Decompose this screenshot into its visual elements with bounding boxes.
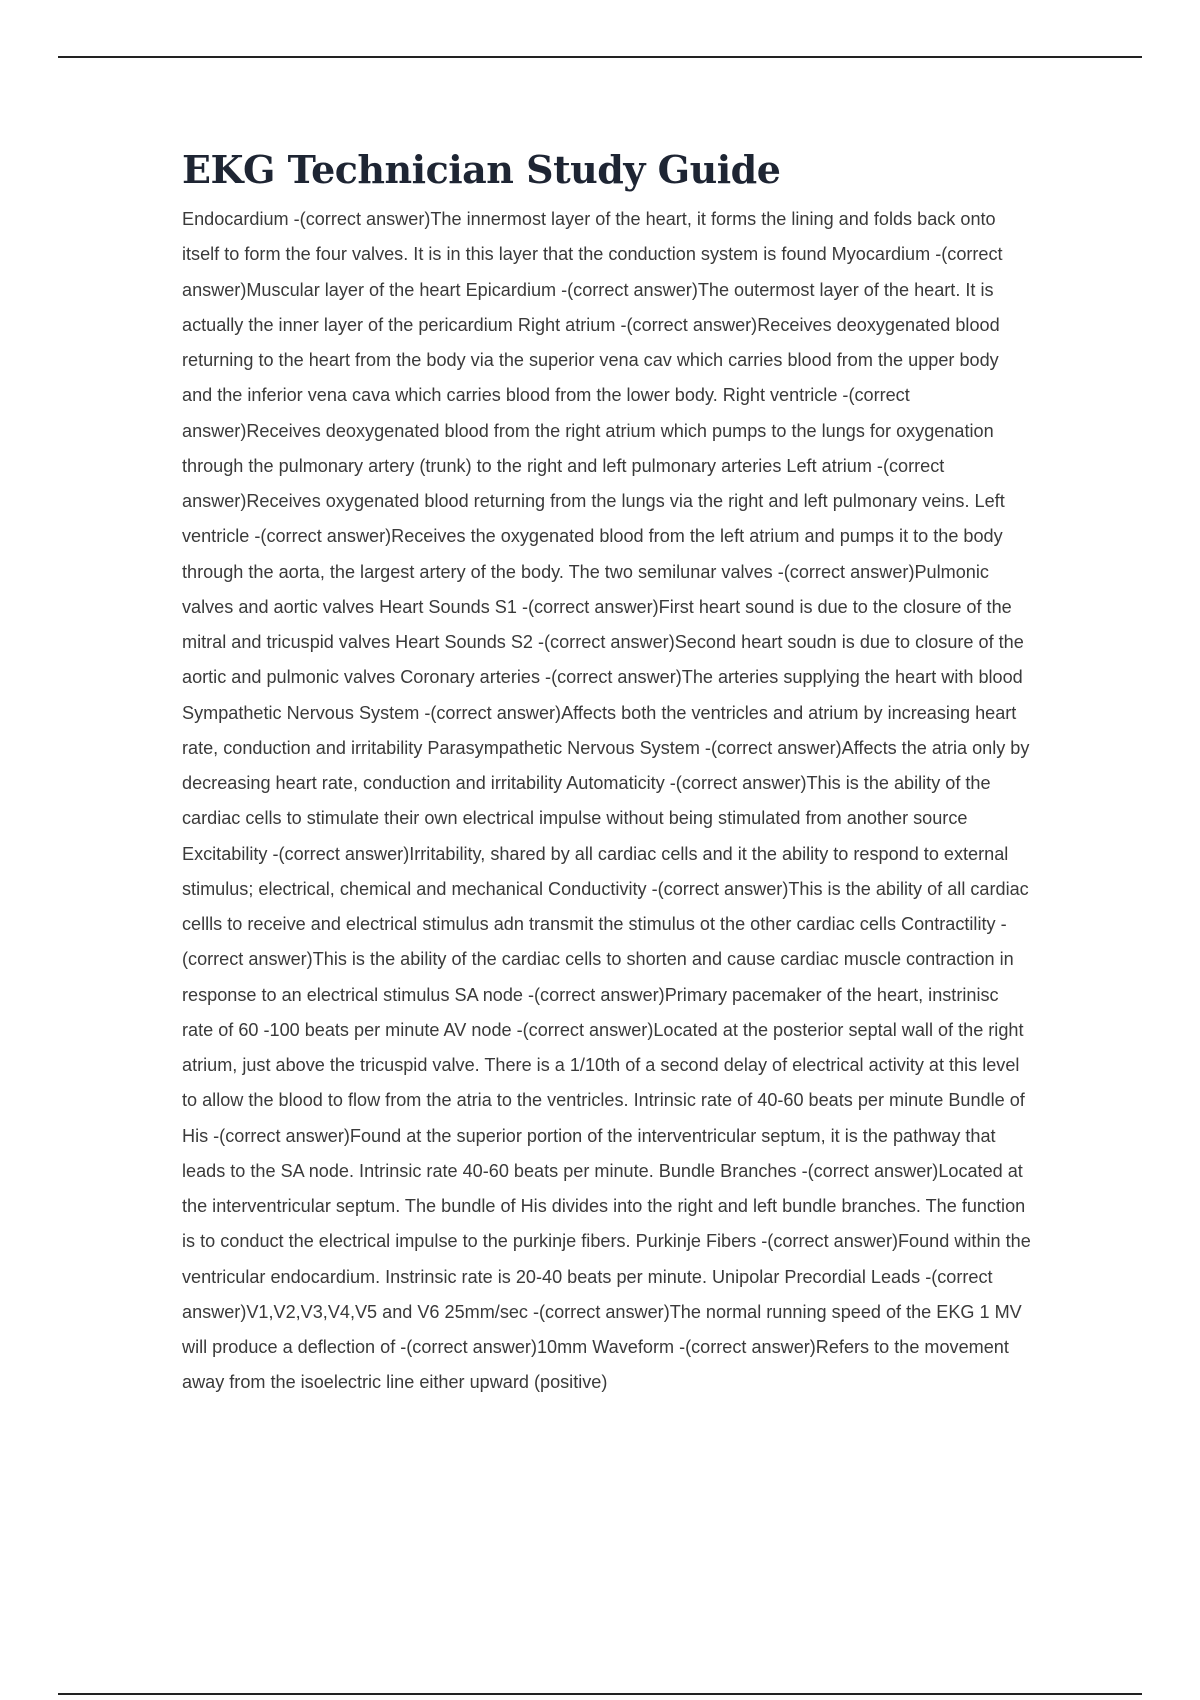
document-title: EKG Technician Study Guide — [182, 147, 781, 192]
footer-rule — [58, 1693, 1142, 1695]
document-body: Endocardium -(correct answer)The innermost layer of the heart, it forms the lining and folds back onto itself to form the four valves. It is in this layer that the conduction system is found Myocardium -(correct answer)Muscular layer of the heart Epicardium -(correct answer)The outermost layer of the heart. It is actually the inner layer of the pericardium Right atrium -(correct answer)Receives deoxygenated blood returning to the heart from the body via the superior vena cav which carries blood from the upper body and the inferior vena cava which carries blood from the lower body. Right ventricle -(correct answer)Receives deoxygenated blood from the right atrium which pumps to the lungs for oxygenation through the pulmonary artery (trunk) to the right and left pulmonary arteries Left atrium -(correct answer)Receives oxygenated blood returning from the lungs via the right and left pulmonary veins. Left ventricle -(correct answer)Receives the oxygenated blood from the left atrium and pumps it to the body through the aorta, the largest artery of the body. The two semilunar valves -(correct answer)Pulmonic valves and aortic valves Heart Sounds S1 -(correct answer)First heart sound is due to the closure of the mitral and tricuspid valves Heart Sounds S2 -(correct answer)Second heart soudn is due to closure of the aortic and pulmonic valves Coronary arteries -(correct answer)The arteries supplying the heart with blood Sympathetic Nervous System -(correct answer)Affects both the ventricles and atrium by increasing heart rate, conduction and irritability Parasympathetic Nervous System -(correct answer)Affects the atria only by decreasing heart rate, conduction and irritability Automaticity -(correct answer)This is the ability of the cardiac cells to stimulate their own electrical impulse without being stimulated from another source Excitability -(correct answer)Irritability, shared by all cardiac cells and it the ability to respond to external stimulus; electrical, chemical and mechanical Conductivity -(correct answer)This is the ability of all cardiac cellls to receive and electrical stimulus adn transmit the stimulus ot the other cardiac cells Contractility -(correct answer)This is the ability of the cardiac cells to shorten and cause cardiac muscle contraction in response to an electrical stimulus SA node -(correct answer)Primary pacemaker of the heart, instrinisc rate of 60 -100 beats per minute AV node -(correct answer)Located at the posterior septal wall of the right atrium, just above the tricuspid valve. There is a 1/10th of a second delay of electrical activity at this level to allow the blood to flow from the atria to the ventricles. Intrinsic rate of 40-60 beats per minute Bundle of His -(correct answer)Found at the superior portion of the interventricular septum, it is the pathway that leads to the SA node. Intrinsic rate 40-60 beats per minute. Bundle Branches -(correct answer)Located at the interventricular septum. The bundle of His divides into the right and left bundle branches. The function is to conduct the electrical impulse to the purkinje fibers. Purkinje Fibers -(correct answer)Found within the ventricular endocardium. Instrinsic rate is 20-40 beats per minute. Unipolar Precordial Leads -(correct answer)V1,V2,V3,V4,V5 and V6 25mm/sec -(correct answer)The normal running speed of the EKG 1 MV will produce a deflection of -(correct answer)10mm Waveform -(correct answer)Refers to the movement away from the isoelectric line either upward (positive) — [182, 209, 1031, 1393]
document-content — [182, 142, 1032, 1401]
header-rule — [58, 56, 1142, 58]
